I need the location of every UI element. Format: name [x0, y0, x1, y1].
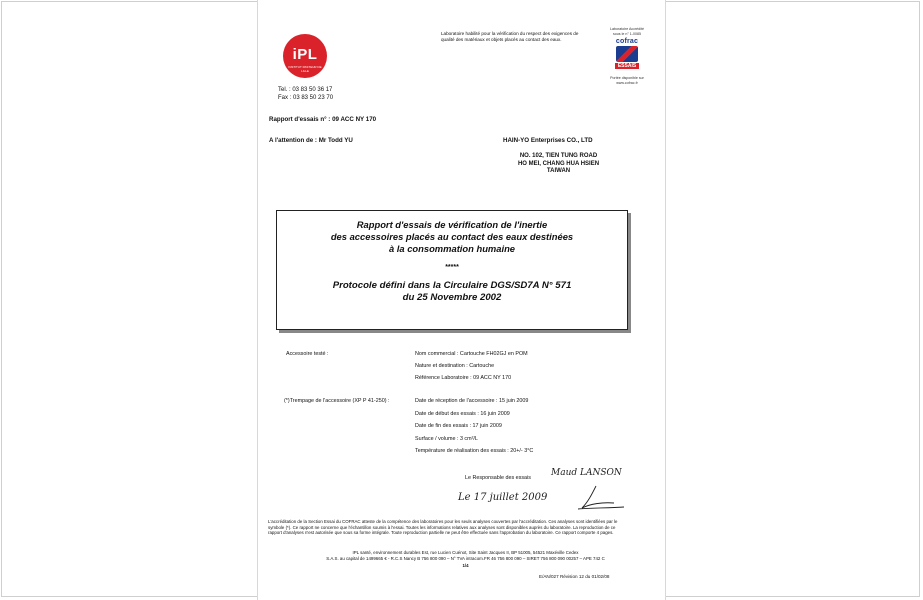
company-info: [268, 550, 663, 561]
cofrac-bottom-line: www.cofrac.fr: [616, 81, 638, 85]
report-number: Rapport d'essais n° : 09 ACC NY 170: [269, 116, 377, 123]
cofrac-word: cofrac: [615, 38, 639, 45]
address-line: NO. 102, TIEN TUNG ROAD: [519, 153, 598, 159]
accreditation-line: Laboratoire habilité pour la vérification du respect des exigences de: [441, 31, 579, 36]
trempage-item: Température de réalisation des essais : 20+/- 3°C: [415, 448, 534, 454]
legal-line: L'accréditation de la Section Essai du COFRAC atteste de la compétence des laboratoires pour les seuls analyses couvertes par l'accréditation. Ces analyses sont identifiées par le: [268, 519, 618, 524]
trempage-item: Date de début des essais : 16 juin 2009: [415, 410, 510, 417]
title-line: Rapport d'essais de vérification de l'inertie: [356, 219, 548, 230]
protocol-line: Protocole défini dans la Circulaire DGS/SD7A N° 571: [332, 280, 572, 291]
cofrac-bottom-line: Portée disponible sur: [610, 76, 644, 80]
report-title: [277, 219, 627, 255]
address-line: HO MEI, CHANG HUA HSIEN: [517, 160, 600, 167]
protocol-title: [277, 280, 627, 304]
accessory-item: Nom commercial : Cartouche FH02GJ en POM: [415, 351, 528, 357]
attention-line: A l'attention de : Mr Todd YU: [269, 137, 353, 144]
title-line: à la consommation humaine: [388, 243, 516, 254]
cofrac-top-line: sous le n° 1-0085: [612, 32, 641, 36]
fax-number: Fax : 03 83 50 23 70: [278, 95, 334, 101]
cofrac-block: [599, 27, 655, 86]
logo-text: iPL: [292, 46, 318, 63]
client-address: [491, 153, 626, 176]
revision-code: E/AN/027 Révision 12 du 01/02/08: [539, 574, 610, 579]
trempage-label: (*)Trempage de l'accessoire (XP P 41-250) :: [284, 398, 390, 404]
date-handwritten: Le 17 juillet 2009: [458, 492, 548, 503]
trempage-details: [415, 398, 655, 455]
document-page: [257, 0, 666, 600]
trempage-item: Surface / volume : 3 cm²/L: [415, 435, 478, 442]
legal-line: rapport d'analyses n'est autorisée que sous sa forme intégrale. Toute reproduction partielle ne peut être effectuée sans l'approbation du laboratoire. Ce rapport comporte 4 pages.: [268, 530, 614, 536]
accreditation-header: [441, 31, 591, 43]
accessory-item: Référence Laboratoire : 09 ACC NY 170: [415, 375, 512, 381]
report-title-box: [276, 210, 628, 330]
address-line: TAIWAN: [546, 168, 571, 174]
responsable-label: Le Responsable des essais: [465, 475, 531, 481]
cofrac-essais: ESSAIS: [615, 63, 639, 69]
separator-stars: *****: [445, 264, 459, 271]
title-line: des accessoires placés au contact des eaux destinées: [330, 231, 574, 242]
cofrac-logo: [612, 38, 642, 76]
trempage-item: Date de fin des essais : 17 juin 2009: [415, 423, 502, 429]
company-line: S.A.S. au capital de 1499665 € - R.C.S Nancy B 756 800 090 – N° TVA intracom.FR 46 756 800 090 – SIRET 756 800 090 00257 – APE 742 C: [326, 555, 605, 561]
cofrac-top-line: Laboratoire Accrédité: [610, 27, 644, 31]
accreditation-line: qualité des matériaux et objets placés au contact des eaux.: [441, 37, 562, 42]
legal-line: symbole (*). Ce rapport ne concerne que l'échantillon soumis à l'essai. Toutes les informations relatives aux analyses sont disponibles auprès du laboratoire. La reproduction de ce: [268, 524, 616, 530]
logo-subtitle: INSTITUT PASTEUR DE LILLE: [288, 65, 322, 73]
client-company: HAIN-YO Enterprises CO., LTD: [503, 137, 593, 144]
phone-number: Tel. : 03 83 50 36 17: [278, 87, 333, 93]
accessory-label: Accessoire testé :: [286, 351, 329, 357]
company-line: IPL santé, environnement durables Est, rue Lucien Cuénot, Site Saint Jacques II, BP 51005, 54521 Maxéville Cedex: [352, 550, 579, 555]
trempage-item: Date de réception de l'accessoire : 15 juin 2009: [415, 398, 529, 404]
responsable-name-handwritten: Maud LANSON: [551, 468, 622, 478]
accessory-item: Nature et destination : Cartouche: [415, 363, 495, 369]
contact-block: [278, 86, 333, 102]
legal-notice: [268, 519, 663, 536]
accessory-details: [415, 351, 655, 382]
page-number: 1/4: [462, 563, 469, 568]
cofrac-mark-icon: [616, 46, 638, 62]
signature-scribble: [568, 484, 628, 512]
ipl-logo: [283, 34, 327, 78]
protocol-line: du 25 Novembre 2002: [402, 292, 502, 303]
